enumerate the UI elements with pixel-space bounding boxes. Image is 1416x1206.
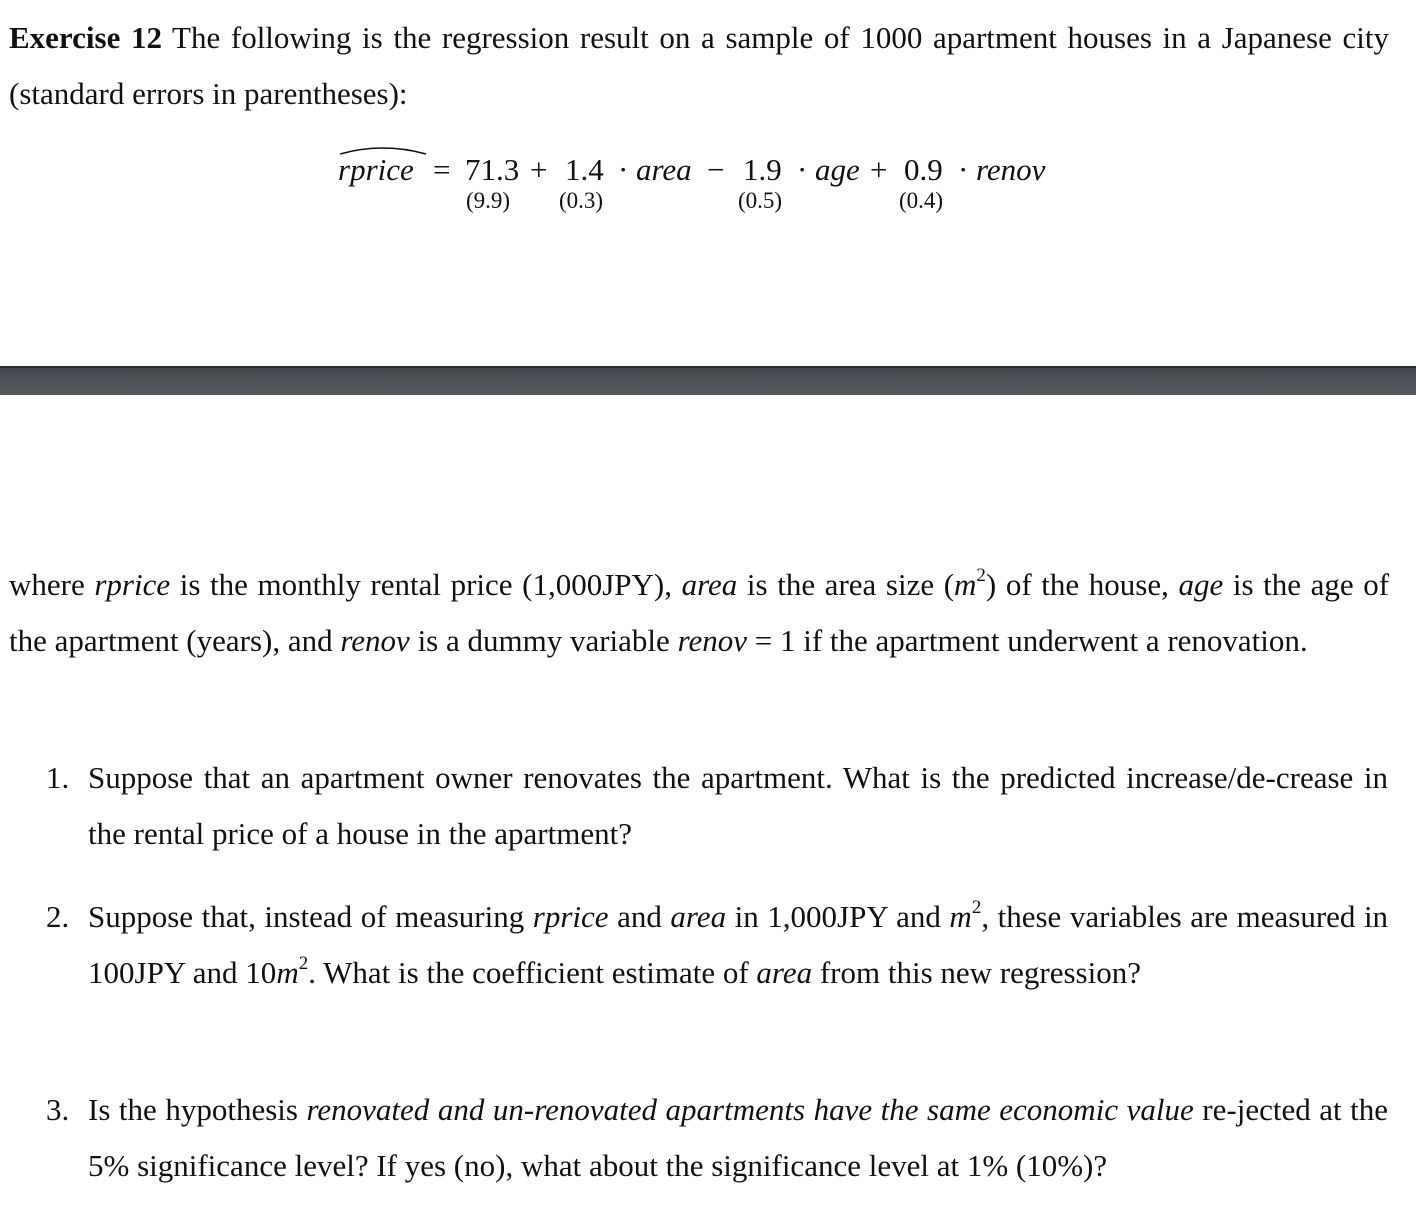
q2-var-area-2: area [756,955,813,990]
def-var-age: age [1178,567,1224,602]
def-text-dummy: is a dummy variable [417,623,670,658]
question-number: 3. [46,1092,70,1127]
dot-2: · [797,152,808,187]
def-var-area: area [681,567,738,602]
q2-text-f: from this new regression? [819,955,1141,990]
def-text-age: is the age of the apartment (years), and [9,567,1390,658]
equals-sign: = [433,152,451,187]
question-number: 2. [46,899,70,934]
intercept-se: (9.9) [466,188,511,213]
lhs-rprice: rprice [338,152,414,188]
divider-edge-line [0,366,1416,368]
def-var-renov: renov [340,623,410,658]
def-text-renovation: underwent a renovation. [1007,623,1308,658]
exercise-intro-text: The following is the regression result on a sample of 1000 apartment houses in a Japanese city (standard errors in parentheses): [9,20,1389,111]
def-text-rprice: is the monthly rental price (1,000JPY), [179,567,673,602]
coef-renov-se: (0.4) [899,188,944,213]
coef-age-se: (0.5) [738,188,783,213]
dot-3: · [958,152,969,187]
question-text [88,1082,1388,1194]
var-area: area [636,152,692,187]
def-unit-m: m [954,567,977,602]
plus-sign-2: + [870,152,888,187]
question-text: Suppose that an apartment owner renovates the apartment. What is the predicted increase/de-crease in the rental price of a house in the apartment? [88,760,1388,851]
q2-unit-exponent: 2 [971,897,982,918]
question-number: 1. [46,760,70,795]
coef-renov: 0.9 [904,152,943,187]
q3-text-b: re-jected at the 5% significance level? If yes (no), what about the significance level at 1% (10%)? [88,1092,1389,1183]
coef-area: 1.4 [565,152,604,187]
def-text-if: = 1 if the apartment [754,623,1000,658]
q2-text-b: and [617,899,662,934]
exercise-label: Exercise 12 [9,20,162,55]
coef-area-se: (0.3) [559,188,604,213]
def-unit-exponent: 2 [976,565,986,586]
def-word-where: where [9,567,85,602]
intercept: 71.3 [465,152,520,187]
def-text-area: is the area size ( [746,567,955,602]
q2-text-d: , these variables are measured in 100JPY and 10 [88,899,1389,990]
q2-text-c: in 1,000JPY and [734,899,941,934]
variable-definitions [9,557,1389,669]
q3-hypothesis: renovated and un-renovated apartments have the same economic value [306,1092,1194,1127]
var-age: age [815,152,860,187]
regression-equation [0,152,1416,222]
q3-text-a: Is the hypothesis [88,1092,298,1127]
exercise-intro [9,10,1389,122]
q2-var-rprice: rprice [532,899,609,934]
def-var-renov-2: renov [677,623,747,658]
coef-age: 1.9 [743,152,782,187]
question-text [88,889,1388,1001]
def-var-rprice: rprice [94,567,171,602]
q2-text-e: . What is the coefficient estimate of [308,955,749,990]
wide-hat-icon [338,144,428,156]
q2-unit-exponent-2: 2 [298,953,309,974]
def-text-house: ) of the house, [985,567,1169,602]
q2-unit-m-2: m [276,955,299,990]
q2-text-a: Suppose that, instead of measuring [88,899,525,934]
dot-1: · [618,152,629,187]
minus-sign: − [707,152,725,187]
var-renov: renov [976,152,1046,187]
q2-unit-m: m [949,899,972,934]
q2-var-area: area [670,899,727,934]
plus-sign-1: + [530,152,548,187]
page-divider-band [0,366,1416,395]
